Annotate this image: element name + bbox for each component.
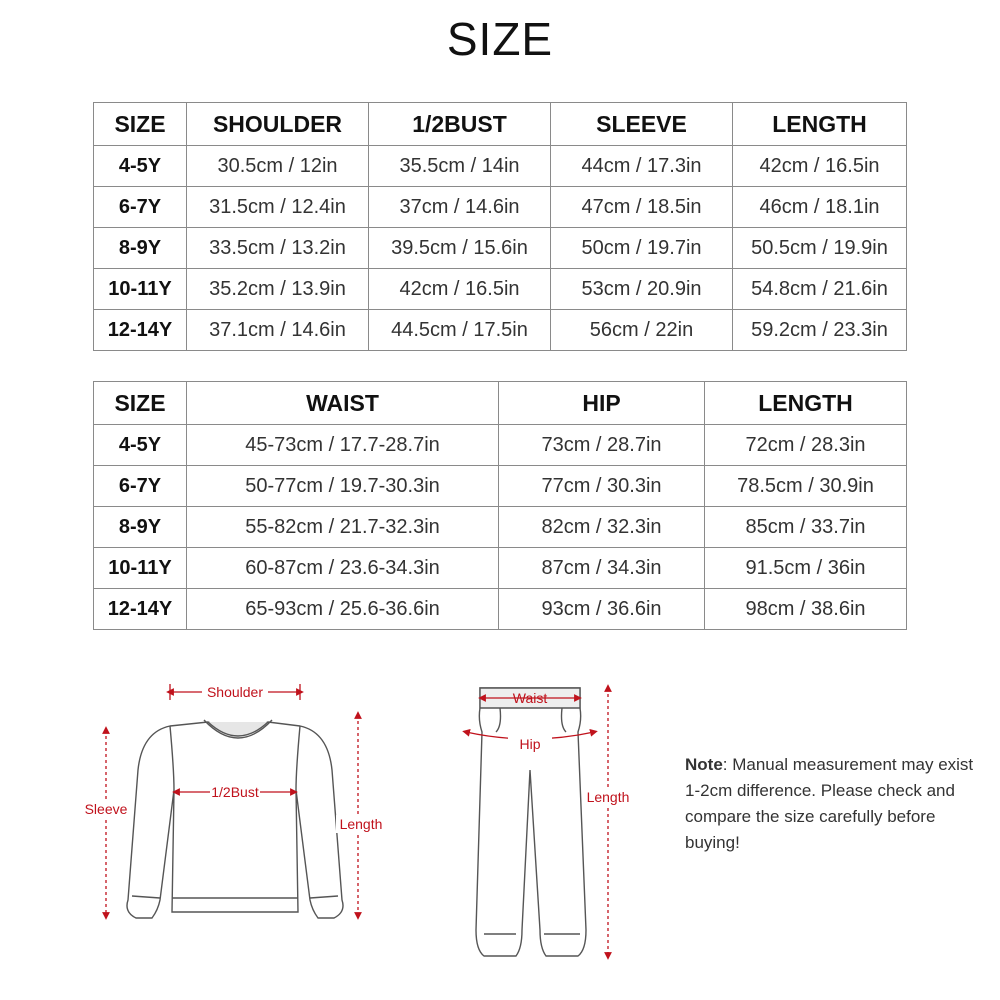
measurement-cell: 91.5cm / 36in: [705, 548, 907, 589]
measurement-cell: 42cm / 16.5in: [369, 269, 551, 310]
measurement-cell: 93cm / 36.6in: [499, 589, 705, 630]
measurement-note: [685, 752, 975, 856]
measurement-cell: 33.5cm / 13.2in: [187, 228, 369, 269]
bottom-size-table: [93, 381, 907, 630]
header-waist: WAIST: [187, 382, 499, 425]
measurement-cell: 37.1cm / 14.6in: [187, 310, 369, 351]
shirt-drawing: [127, 720, 343, 918]
table-row: [94, 507, 907, 548]
measurement-cell: 42cm / 16.5in: [733, 146, 907, 187]
header-length: LENGTH: [705, 382, 907, 425]
measurement-cell: 37cm / 14.6in: [369, 187, 551, 228]
table-row: [94, 269, 907, 310]
measurement-cell: 78.5cm / 30.9in: [705, 466, 907, 507]
measurement-cell: 73cm / 28.7in: [499, 425, 705, 466]
table-row: [94, 228, 907, 269]
measurement-cell: 46cm / 18.1in: [733, 187, 907, 228]
measurement-cell: 45-73cm / 17.7-28.7in: [187, 425, 499, 466]
measurement-cell: 50-77cm / 19.7-30.3in: [187, 466, 499, 507]
size-cell: 8-9Y: [94, 228, 187, 269]
measurement-cell: 30.5cm / 12in: [187, 146, 369, 187]
header-sleeve: SLEEVE: [551, 103, 733, 146]
measurement-cell: 31.5cm / 12.4in: [187, 187, 369, 228]
size-cell: 6-7Y: [94, 187, 187, 228]
measurement-cell: 47cm / 18.5in: [551, 187, 733, 228]
size-cell: 4-5Y: [94, 146, 187, 187]
measurement-cell: 87cm / 34.3in: [499, 548, 705, 589]
note-heading: Note: [685, 755, 723, 774]
shoulder-label: Shoulder: [206, 684, 264, 700]
size-cell: 10-11Y: [94, 269, 187, 310]
measurement-cell: 39.5cm / 15.6in: [369, 228, 551, 269]
table-row: [94, 310, 907, 351]
measurement-cell: 56cm / 22in: [551, 310, 733, 351]
measurement-cell: 55-82cm / 21.7-32.3in: [187, 507, 499, 548]
measurement-cell: 54.8cm / 21.6in: [733, 269, 907, 310]
size-cell: 12-14Y: [94, 589, 187, 630]
sleeve-label: Sleeve: [84, 801, 128, 817]
measurement-cell: 82cm / 32.3in: [499, 507, 705, 548]
pants-length-label: Length: [586, 789, 630, 805]
measurement-cell: 65-93cm / 25.6-36.6in: [187, 589, 499, 630]
measurement-cell: 98cm / 38.6in: [705, 589, 907, 630]
pants-drawing: [476, 688, 586, 956]
measurement-cell: 44.5cm / 17.5in: [369, 310, 551, 351]
bust-label: 1/2Bust: [211, 784, 259, 800]
table-row: [94, 425, 907, 466]
measurement-cell: 35.2cm / 13.9in: [187, 269, 369, 310]
measurement-cell: 44cm / 17.3in: [551, 146, 733, 187]
top-length-label: Length: [339, 816, 383, 832]
table-row: [94, 146, 907, 187]
table-row: [94, 187, 907, 228]
size-cell: 12-14Y: [94, 310, 187, 351]
measurement-cell: 50.5cm / 19.9in: [733, 228, 907, 269]
hip-label: Hip: [519, 736, 541, 752]
measurement-cell: 35.5cm / 14in: [369, 146, 551, 187]
header-hip: HIP: [499, 382, 705, 425]
measurement-cell: 72cm / 28.3in: [705, 425, 907, 466]
header-length: LENGTH: [733, 103, 907, 146]
header-size: SIZE: [94, 382, 187, 425]
table-header-row: [94, 103, 907, 146]
header-bust: 1/2BUST: [369, 103, 551, 146]
measurement-cell: 60-87cm / 23.6-34.3in: [187, 548, 499, 589]
table-row: [94, 589, 907, 630]
measurement-cell: 77cm / 30.3in: [499, 466, 705, 507]
measurement-cell: 50cm / 19.7in: [551, 228, 733, 269]
waist-label: Waist: [512, 690, 548, 706]
top-size-table: [93, 102, 907, 351]
measurement-cell: 59.2cm / 23.3in: [733, 310, 907, 351]
note-text: : Manual measurement may exist 1-2cm difference. Please check and compare the size carefully before buying!: [685, 755, 974, 852]
measurement-cell: 53cm / 20.9in: [551, 269, 733, 310]
measurement-cell: 85cm / 33.7in: [705, 507, 907, 548]
size-cell: 8-9Y: [94, 507, 187, 548]
table-header-row: [94, 382, 907, 425]
size-cell: 10-11Y: [94, 548, 187, 589]
header-shoulder: SHOULDER: [187, 103, 369, 146]
table-row: [94, 466, 907, 507]
size-cell: 6-7Y: [94, 466, 187, 507]
page-title: SIZE: [446, 13, 554, 65]
table-row: [94, 548, 907, 589]
size-cell: 4-5Y: [94, 425, 187, 466]
header-size: SIZE: [94, 103, 187, 146]
